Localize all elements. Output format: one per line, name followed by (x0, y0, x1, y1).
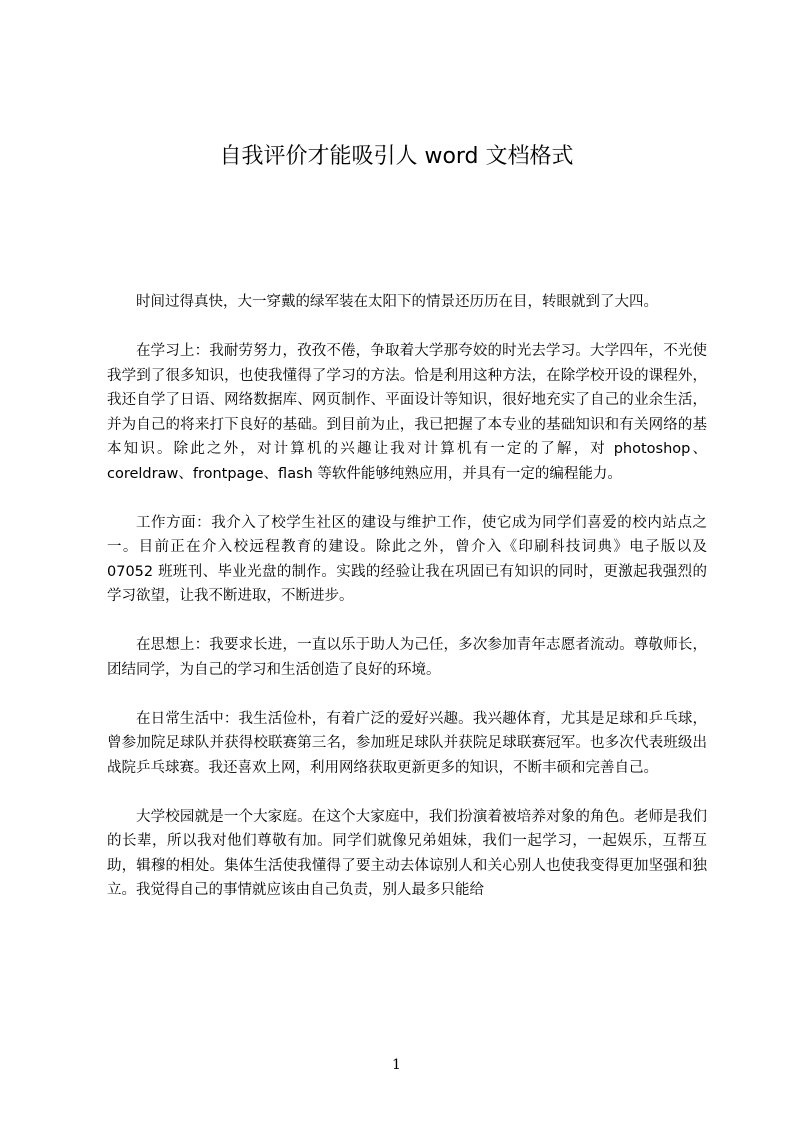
paragraph-campus: 大学校园就是一个大家庭。在这个大家庭中，我们扮演着被培养对象的角色。老师是我们的长辈，所以我对他们尊敬有加。同学们就像兄弟姐妹，我们一起学习，一起娱乐，互帮互助，辑穆的相处。集体生活使我懂得了要主动去体谅别人和关心别人也使我变得更加坚强和独立。我觉得自己的事情就应该由自己负责，别人最多只能给 (107, 808, 707, 898)
paragraph-daily-life: 在日常生活中：我生活俭朴，有着广泛的爱好兴趣。我兴趣体育，尤其是足球和乒乓球，曾参加院足球队并获得校联赛第三名，参加班足球队并获院足球联赛冠军。也多次代表班级出战院乒乓球赛。我还喜欢上网，利用网络获取更新更多的知识，不断丰硕和完善自己。 (107, 710, 707, 776)
paragraph-work: 工作方面：我介入了校学生社区的建设与维护工作，使它成为同学们喜爱的校内站点之一。目前正在介入校远程教育的建设。除此之外，曾介入《印刷科技词典》电子版以及 07052 班班刊、毕业光盘的制作。实践的经验让我在巩固已有知识的同时，更激起我强烈的学习欲望，让我不断进取，不断进步。 (107, 514, 707, 604)
paragraph-thought: 在思想上：我要求长进，一直以乐于助人为己任，多次参加青年志愿者流动。尊敬师长，团结同学，为自己的学习和生活创造了良好的环境。 (107, 637, 707, 678)
paragraph-intro: 时间过得真快，大一穿戴的绿军装在太阳下的情景还历历在目，转眼就到了大四。 (136, 294, 658, 310)
document-body (107, 290, 707, 903)
page-number: 1 (392, 1057, 401, 1073)
document-title: 自我评价才能吸引人 word 文档格式 (219, 144, 574, 169)
paragraph-study: 在学习上：我耐劳努力，孜孜不倦，争取着大学那夸姣的时光去学习。大学四年，不光使我学到了很多知识，也使我懂得了学习的方法。恰是利用这种方法，在除学校开设的课程外，我还自学了日语、网络数据库、网页制作、平面设计等知识，很好地充实了自己的业余生活，并为自己的将来打下良好的基础。到目前为止，我已把握了本专业的基础知识和有关网络的基本知识。除此之外，对计算机的兴趣让我对计算机有一定的了解，对 photoshop、coreldraw、frontpage、flash 等软件能够纯熟应用，并具有一定的编程能力。 (107, 343, 707, 482)
